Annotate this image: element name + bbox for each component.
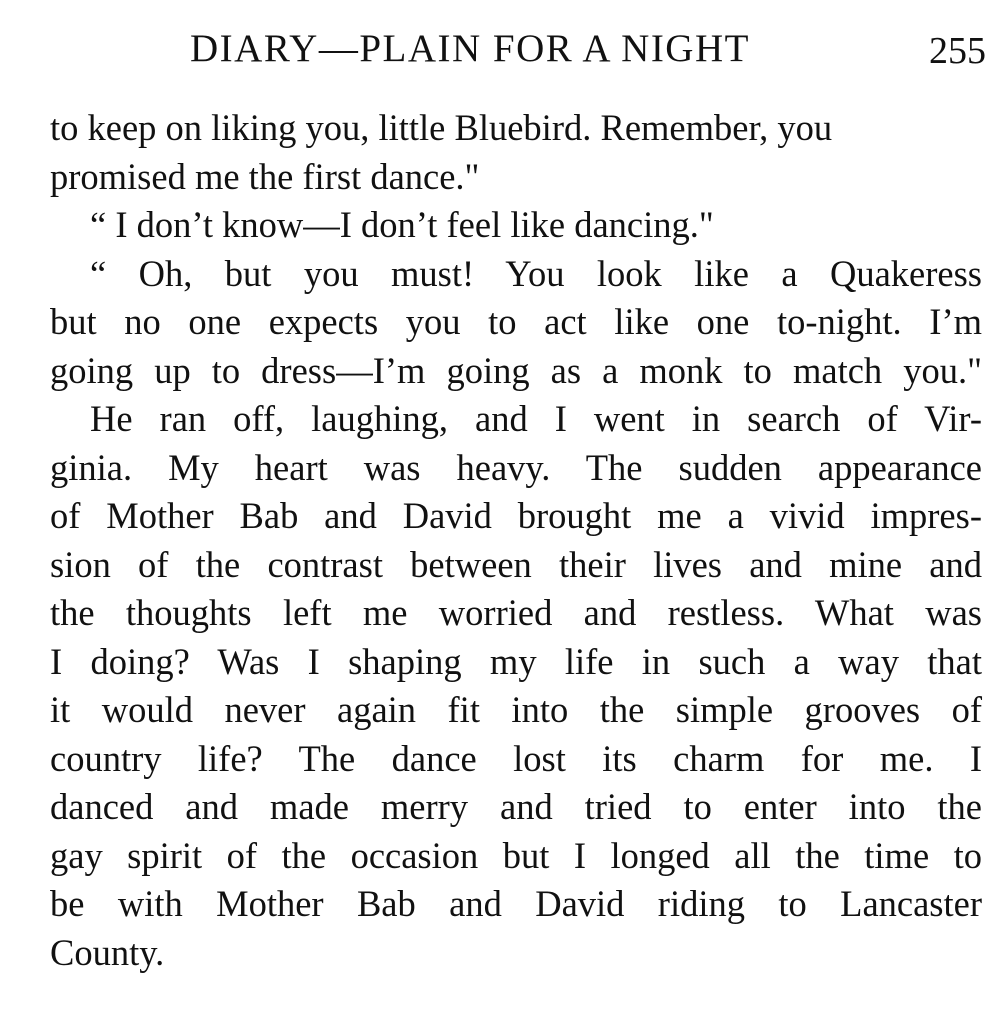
page-number: 255 xyxy=(929,30,986,72)
text-line: country life? The dance lost its charm for me. I xyxy=(50,737,982,779)
text-line: “ I don’t know—I don’t feel like dancing." xyxy=(90,204,714,245)
text-line: sion of the contrast between their lives and mine and xyxy=(50,543,982,585)
text-line: promised me the first dance." xyxy=(50,155,480,197)
text-line: He ran off, laughing, and I went in search of Vir- xyxy=(90,398,982,439)
running-head xyxy=(0,24,1000,74)
text-line: it would never again fit into the simple grooves of xyxy=(50,689,982,730)
text-line: danced and made merry and tried to enter into the xyxy=(50,786,982,827)
text-line: the thoughts left me worried and restless. What was xyxy=(50,592,982,633)
text-line: of Mother Bab and David brought me a vivid impres- xyxy=(50,495,982,536)
body-text xyxy=(50,104,982,977)
text-line: be with Mother Bab and David riding to Lancaster xyxy=(50,883,982,924)
text-line: I doing? Was I shaping my life in such a way that xyxy=(50,640,982,682)
text-line: going up to dress—I’m going as a monk to match you." xyxy=(50,349,982,391)
text-line: “ Oh, but you must! You look like a Quakeress xyxy=(90,252,982,294)
text-line: gay spirit of the occasion but I longed all the time to xyxy=(50,834,982,876)
chapter-title: DIARY—PLAIN FOR A NIGHT xyxy=(190,27,750,70)
text-line: to keep on liking you, little Bluebird. Remember, you xyxy=(50,107,833,148)
text-line: County. xyxy=(50,931,165,973)
text-line: ginia. My heart was heavy. The sudden appearance xyxy=(50,446,982,488)
text-line: but no one expects you to act like one to-night. I’m xyxy=(50,301,982,342)
